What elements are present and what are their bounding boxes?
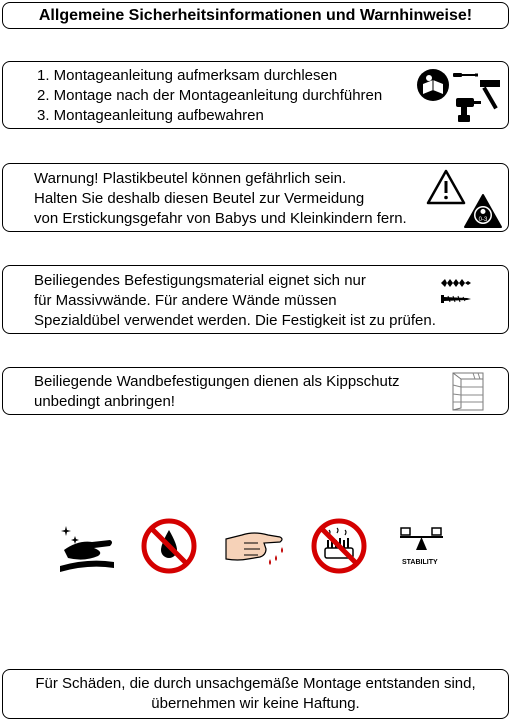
fastening-line-3: Spezialdübel verwendet werden. Die Festigkeit ist zu prüfen. <box>34 312 436 329</box>
stability-icon <box>398 526 446 554</box>
instruction-line-1: 1. Montageanleitung aufmerksam durchlesen <box>37 67 338 84</box>
damp-cloth-cleaning-icon <box>58 522 116 574</box>
instruction-line-2: 2. Montage nach der Montageanleitung durchführen <box>37 87 383 104</box>
wall-plug-icon <box>441 278 471 288</box>
warning-triangle-icon <box>426 169 466 205</box>
drill-icon <box>452 96 482 124</box>
age-warning-icon <box>463 193 503 229</box>
screwdriver-icon <box>453 70 479 80</box>
disclaimer-line-1: Für Schäden, die durch unsachgemäße Montage entstanden sind, <box>35 675 476 692</box>
no-heat-source-icon <box>311 518 367 574</box>
fastening-line-1: Beiliegendes Befestigungsmaterial eignet sich nur <box>34 272 366 289</box>
instruction-line-3: 3. Montageanleitung aufbewahren <box>37 107 264 124</box>
liability-disclaimer-box <box>2 669 509 719</box>
fastening-line-2: für Massivwände. Für andere Wände müssen <box>34 292 337 309</box>
screw-icon <box>441 294 471 304</box>
read-manual-icon <box>416 68 450 102</box>
stability-label: STABILITY <box>402 559 438 566</box>
anti-tip-line-1: Beiliegende Wandbefestigungen dienen als Kippschutz <box>34 373 400 390</box>
warning-line-2: Halten Sie deshalb diesen Beutel zur Vermeidung <box>34 190 365 207</box>
age-range-label: 0-3 <box>478 217 488 223</box>
shelf-wall-anchor-icon <box>447 370 489 412</box>
injury-risk-finger-icon <box>224 525 288 569</box>
anti-tip-line-2: unbedingt anbringen! <box>34 393 175 410</box>
disclaimer-line-2: übernehmen wir keine Haftung. <box>151 695 360 712</box>
no-liquid-icon <box>141 518 197 574</box>
page-title: Allgemeine Sicherheitsinformationen und Warnhinweise! <box>2 2 509 29</box>
warning-line-3: von Erstickungsgefahr von Babys und Kleinkindern fern. <box>34 210 407 227</box>
warning-line-1: Warnung! Plastikbeutel können gefährlich sein. <box>34 170 347 187</box>
